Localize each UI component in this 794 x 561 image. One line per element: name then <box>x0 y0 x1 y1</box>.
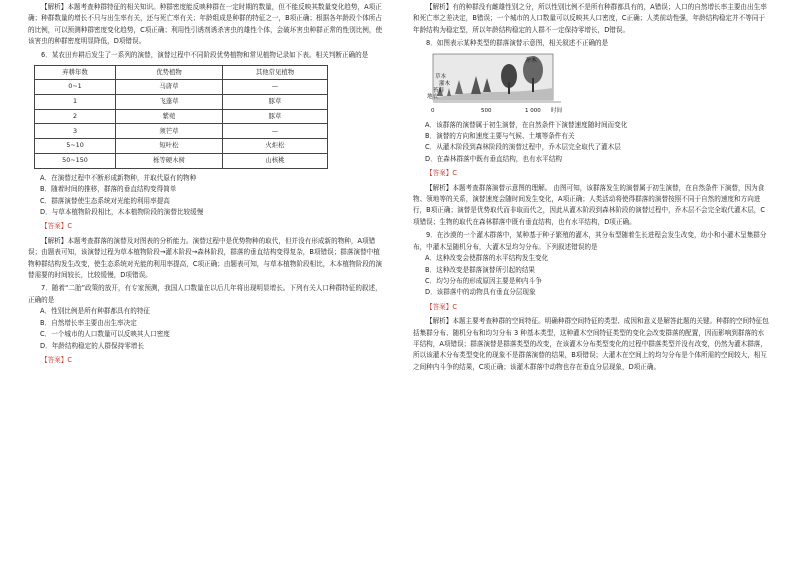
q6-option-c: C．群落演替使生态系统对光能的利用率提高 <box>40 196 170 205</box>
table-cell: 飞蓬草 <box>116 94 223 109</box>
table-cell: 栎等硬木树 <box>116 154 223 169</box>
right-column <box>413 2 769 373</box>
table-cell: 马唐草 <box>116 80 223 95</box>
q8-answer: 【答案】C <box>426 169 457 178</box>
q6-option-d: D．与草本植物阶段相比，木本植物阶段的演替比较缓慢 <box>40 208 204 217</box>
q9-answer: 【答案】C <box>426 302 457 311</box>
q8-analysis: 【解析】本题考查群落演替示意图的理解。 由图可知，该群落发生的演替属于初生演替，在自然条件下演替，因为食物、领地等的关系，演替速度会随时间发生变化，A项正确；人类活动将使得群落的演替按照不同于自然的速度和方向进行，B项正确；演替是优势取代而非取而代之，因此从灌木阶段到森林阶段的演替过程中，乔木层不会完全取代灌木层，C项错误；生物的取代在森林群落中既有垂直结构，也有水平结构，D项正确。 <box>413 183 766 226</box>
table-row <box>35 139 328 154</box>
table-row <box>35 94 328 109</box>
q8-option-b: B．演替的方向和速度主要与气候、土壤等条件有关 <box>425 132 575 141</box>
question-9: 9．在沙漠的一个灌木群落中，某种基于种子繁殖的灌木，其分布型随着生长进程会发生改变，幼小和小灌木呈集群分布，中灌木呈随机分布，大灌木呈均匀分布。下列叙述错误的是 <box>413 231 767 251</box>
table-header: 其他常见植物 <box>223 66 328 80</box>
q7-option-d: D．年龄结构稳定的人群保持零增长 <box>40 341 144 350</box>
q6-analysis: 【解析】本题考查群落的演替及对图表的分析能力。演替过程中是优势物种的取代，但并没有形成新的物种，A项错误；由题表可知，该演替过程为草本植物阶段→灌木阶段→森林阶段，群落的垂直结构变得复杂，B项错误；群落演替中植物种群结构发生改变，使生态系统对光能的利用率提高，C项正确；由题表可知，与草本植物阶段相比，木本植物阶段的演替需要的时间较长，比较缓慢，D项错误。 <box>28 236 383 280</box>
q9-analysis: 【解析】本题主要考查种群的空间特征。明确种群空间特征的类型、成因和意义是解答此题的关键。种群的空间特征包括集群分布、随机分布和均匀分布 3 种基本类型，这种灌木空间特征类型的变化会改变群落的配置，因而影响到群落的水平结构，A项错误；群落演替是群落类型的改变，在该灌木分布类型变化的过程中群落类型并没有改变，仍然为灌木群落，所以该灌木分布类型变化的现象不是群落演替的结果，B项错误；大灌木在空间上的均匀分布是个体所需的空间较大，相互之间种内斗争的结果，C项正确；该灌木群落中动物也存在垂直分层现象，D项正确。 <box>413 317 769 371</box>
table-cell: 3 <box>35 124 116 139</box>
question-7: 7．随着“二胎”政策的放开，有专家预测，我国人口数量在以后几年将出现明显增长。下列有关人口种群特征的叙述，正确的是 <box>28 284 382 304</box>
table-cell: — <box>223 80 328 95</box>
q9-option-b: B．这种改变是群落演替所引起的结果 <box>425 265 536 274</box>
table-cell: 须芒草 <box>116 124 223 139</box>
axis-tick-label: 1 000 <box>525 107 541 114</box>
table-row <box>35 109 328 124</box>
table-cell: 50~150 <box>35 154 116 169</box>
figure-label: 地衣 <box>427 93 439 100</box>
analysis-q5: 【解析】本题考查种群特征的相关知识。种群密度能反映种群在一定时期的数量，但不能反映其数量变化趋势，A项正确；种群数量的增长不只与出生率有关，还与死亡率有关；年龄组成是种群的特征之一，B项正确；根据各年龄段个体所占的比例，可以预测种群密度变化趋势，C项正确；利用性引诱剂诱杀害虫的雄性个体，会破坏害虫种群正常的性别比例，使该害虫的种群密度明显降低，D项错误。 <box>28 3 383 46</box>
table-cell: 5~10 <box>35 139 116 154</box>
q7-option-a: A．性别比例是所有种群都具有的特征 <box>40 307 151 316</box>
question-6: 6．某农田弃耕后发生了一系列的演替，演替过程中不同阶段优势植物和常见植物记录如下表。相关判断正确的是 <box>41 50 369 59</box>
figure-label: 灌木 <box>439 80 451 87</box>
table-row <box>35 124 328 139</box>
table-cell: 短叶松 <box>116 139 223 154</box>
q8-option-d: D．在森林群落中既有垂直结构，也有水平结构 <box>425 154 562 163</box>
table-cell: 2 <box>35 109 116 124</box>
axis-title: 时间 <box>551 107 563 114</box>
q7-analysis: 【解析】有的种群没有雌雄性别之分，所以性别比例不是所有种群都具有的，A错误；人口的自然增长率主要由出生率和死亡率之差决定，B错误；一个城市的人口数量可以反映其人口密度，C正确；人类前动性强，年龄结构稳定并不等同于年龄结构为稳定型，所以年龄结构稳定的人群不一定保持零增长，D错误。 <box>413 3 767 34</box>
table-cell: — <box>223 124 328 139</box>
table-cell: 1 <box>35 94 116 109</box>
figure-label: 乔木 <box>525 56 538 64</box>
q7-option-c: C．一个城市的人口数量可以反映其人口密度 <box>40 330 170 339</box>
tree-trunk <box>532 78 534 92</box>
table-cell: 0~1 <box>35 80 116 95</box>
table-row <box>35 154 328 169</box>
q8-option-c: C．从灌木阶段到森林阶段的演替过程中，乔木层完全取代了灌木层 <box>425 143 621 152</box>
q8-option-a: A．该群落的演替属于初生演替，在自然条件下演替速度随时间而变化 <box>425 120 628 129</box>
q7-option-b: B．自然增长率主要由出生率决定 <box>40 318 137 327</box>
succession-table <box>34 65 328 169</box>
question-8: 8．如图表示某种类型的群落演替示意图，相关叙述不正确的是 <box>426 39 609 48</box>
figure-label: 苔藓 <box>433 87 445 94</box>
succession-diagram <box>425 52 575 118</box>
table-row <box>35 80 328 95</box>
q9-option-c: C．均匀分布的形成原因主要是种内斗争 <box>425 276 542 285</box>
q6-option-b: B．随着时间的推移，群落的垂直结构变得简单 <box>40 185 177 194</box>
tree-trunk <box>508 82 510 94</box>
table-cell: 火炬松 <box>223 139 328 154</box>
succession-figure <box>425 52 575 118</box>
q9-option-d: D．该群落中的动物具有垂直分层现象 <box>425 288 536 297</box>
table-cell: 山核桃 <box>223 154 328 169</box>
table-header: 优势植物 <box>116 66 223 80</box>
left-column <box>28 2 383 369</box>
figure-label: 草本 <box>435 73 447 80</box>
axis-tick-label: 500 <box>481 107 492 114</box>
table-cell: 紫菀 <box>116 109 223 124</box>
q6-answer: 【答案】C <box>41 222 72 231</box>
axis-tick-label: 0 <box>431 107 435 114</box>
table-cell: 豚草 <box>223 94 328 109</box>
q7-answer: 【答案】C <box>41 355 72 364</box>
table-header-row <box>35 66 328 80</box>
q9-option-a: A．这种改变会使群落的水平结构发生变化 <box>425 254 549 263</box>
table-header: 弃耕年数 <box>35 66 116 80</box>
q6-option-a: A．在演替过程中不断形成新物种，并取代原有的物种 <box>40 173 197 182</box>
table-cell: 豚草 <box>223 109 328 124</box>
